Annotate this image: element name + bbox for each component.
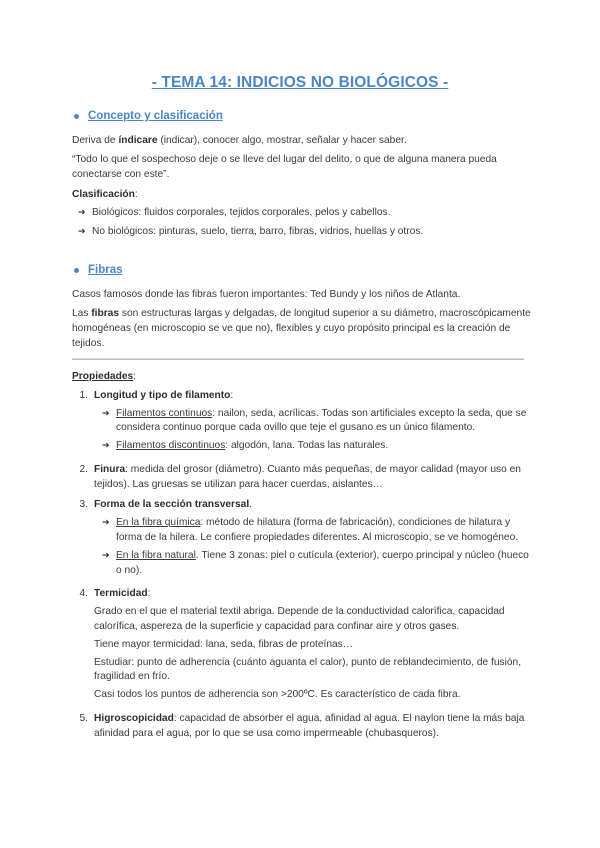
section-heading: [72, 108, 532, 125]
section-fibras: [72, 262, 532, 357]
list-item: 5. Higroscopicidad: capacidad de absorber el agua, afinidad al agua. El naylon tiene la más baja afinidad para el agua, por lo que se usa como impermeable (chubasqueros).: [79, 712, 525, 739]
list-item: ➔ Biológicos: fluidos corporales, tejidos corporales, pelos y cabellos.: [78, 206, 532, 221]
section-propiedades: [72, 370, 530, 747]
section-heading-link[interactable]: Concepto y clasificación: [88, 110, 223, 122]
list-item: 3. Forma de la sección transversal. ➔ En la fibra química: método de hilatura (forma de fabricación), condiciones de hilatura y forma de la hilera. Le confiere propiedades diferentes. Al microscopio, se ve homogéneo. ➔ En la fibra natural. Tiene 3 zonas: piel o cutícula (exterior), cuerpo principal y núcleo (hueco o no).: [72, 498, 530, 581]
section-concepto: [72, 108, 532, 243]
list-item: 4. Termicidad: Grado en el que el material textil abriga. Depende de la conductividad calorífica, capacidad calorífica, aspereza de la superficie y capacidad para confinar aire y otros gases. Tiene mayor termicidad: lana, seda, fibras de proteínas… Estudiar: punto de adherencia (cuánto aguanta el calor), punto de reblandecimiento, de fusión, fragilidad en frío. Casi todos los puntos de adherencia son >200ºC. Es característico de cada fibra.: [79, 588, 522, 701]
arrow-right-icon: ➔: [102, 549, 110, 560]
list-item: ➔ En la fibra química: método de hilatura (forma de fabricación), condiciones de hilatura y forma de la hilera. Le confiere propiedades diferentes. Al microscopio, se ve homogéneo.: [102, 516, 530, 546]
paragraph-definicion: Las fibras son estructuras largas y delgadas, de longitud superior a su diámetro, macroscópicamente homogéneas (en microscopio se ve que no), flexibles y cuyo propósito principal es la creación de tejidos.: [72, 308, 531, 350]
section-heading: [72, 262, 532, 279]
arrow-right-icon: ➔: [78, 225, 86, 236]
list-item: 1. Longitud y tipo de filamento: ➔ Filamentos continuos: nailon, seda, acrílicas. Todas son artificiales excepto la seda, que se considera continuo porque cada ovillo que teje el gusano es un único filamento. ➔ Filamentos discontinuos: algodón, lana. Todas las naturales.: [72, 389, 530, 457]
arrow-right-icon: ➔: [102, 440, 110, 451]
horizontal-divider: [72, 358, 524, 360]
paragraph-quote: “Todo lo que el sospechoso deje o se lleve del lugar del delito, o que de alguna manera pueda conectarse con este”.: [72, 154, 497, 181]
paragraph-deriva: Deriva de índicare (indicar), conocer algo, mostrar, señalar y hacer saber.: [72, 134, 407, 146]
bullet-dot-icon: [74, 268, 79, 273]
propiedades-list: [72, 389, 530, 742]
arrow-right-icon: ➔: [78, 206, 86, 217]
clasificacion-label: Clasificación:: [72, 189, 138, 201]
page-title: - TEMA 14: INDICIOS NO BIOLÓGICOS -: [151, 74, 449, 91]
arrow-right-icon: ➔: [102, 407, 110, 418]
clasificacion-list: [78, 206, 532, 240]
propiedades-label: Propiedades:: [72, 371, 136, 382]
paragraph-casos: Casos famosos donde las fibras fueron importantes: Ted Bundy y los niños de Atlanta.: [72, 288, 461, 300]
list-item: 2. Finura: medida del grosor (diámetro). Cuanto más pequeñas, de mayor calidad (mayor uso en tejidos). Las gruesas se utilizan para hacer cuerdas, aislantes…: [79, 463, 521, 490]
bullet-dot-icon: [74, 114, 79, 119]
list-item: ➔ En la fibra natural. Tiene 3 zonas: piel o cutícula (exterior), cuerpo principal y núcleo (hueco o no).: [102, 549, 530, 579]
list-item: ➔ Filamentos discontinuos: algodón, lana. Todas las naturales.: [102, 439, 530, 454]
arrow-right-icon: ➔: [102, 517, 110, 528]
section-heading-link[interactable]: Fibras: [88, 264, 123, 276]
list-item: ➔ Filamentos continuos: nailon, seda, acrílicas. Todas son artificiales excepto la seda, que se considera continuo porque cada ovillo que teje el gusano es un único filamento.: [102, 407, 530, 437]
list-item: ➔ No biológicos: pinturas, suelo, tierra, barro, fibras, vidrios, huellas y otros.: [78, 225, 532, 240]
